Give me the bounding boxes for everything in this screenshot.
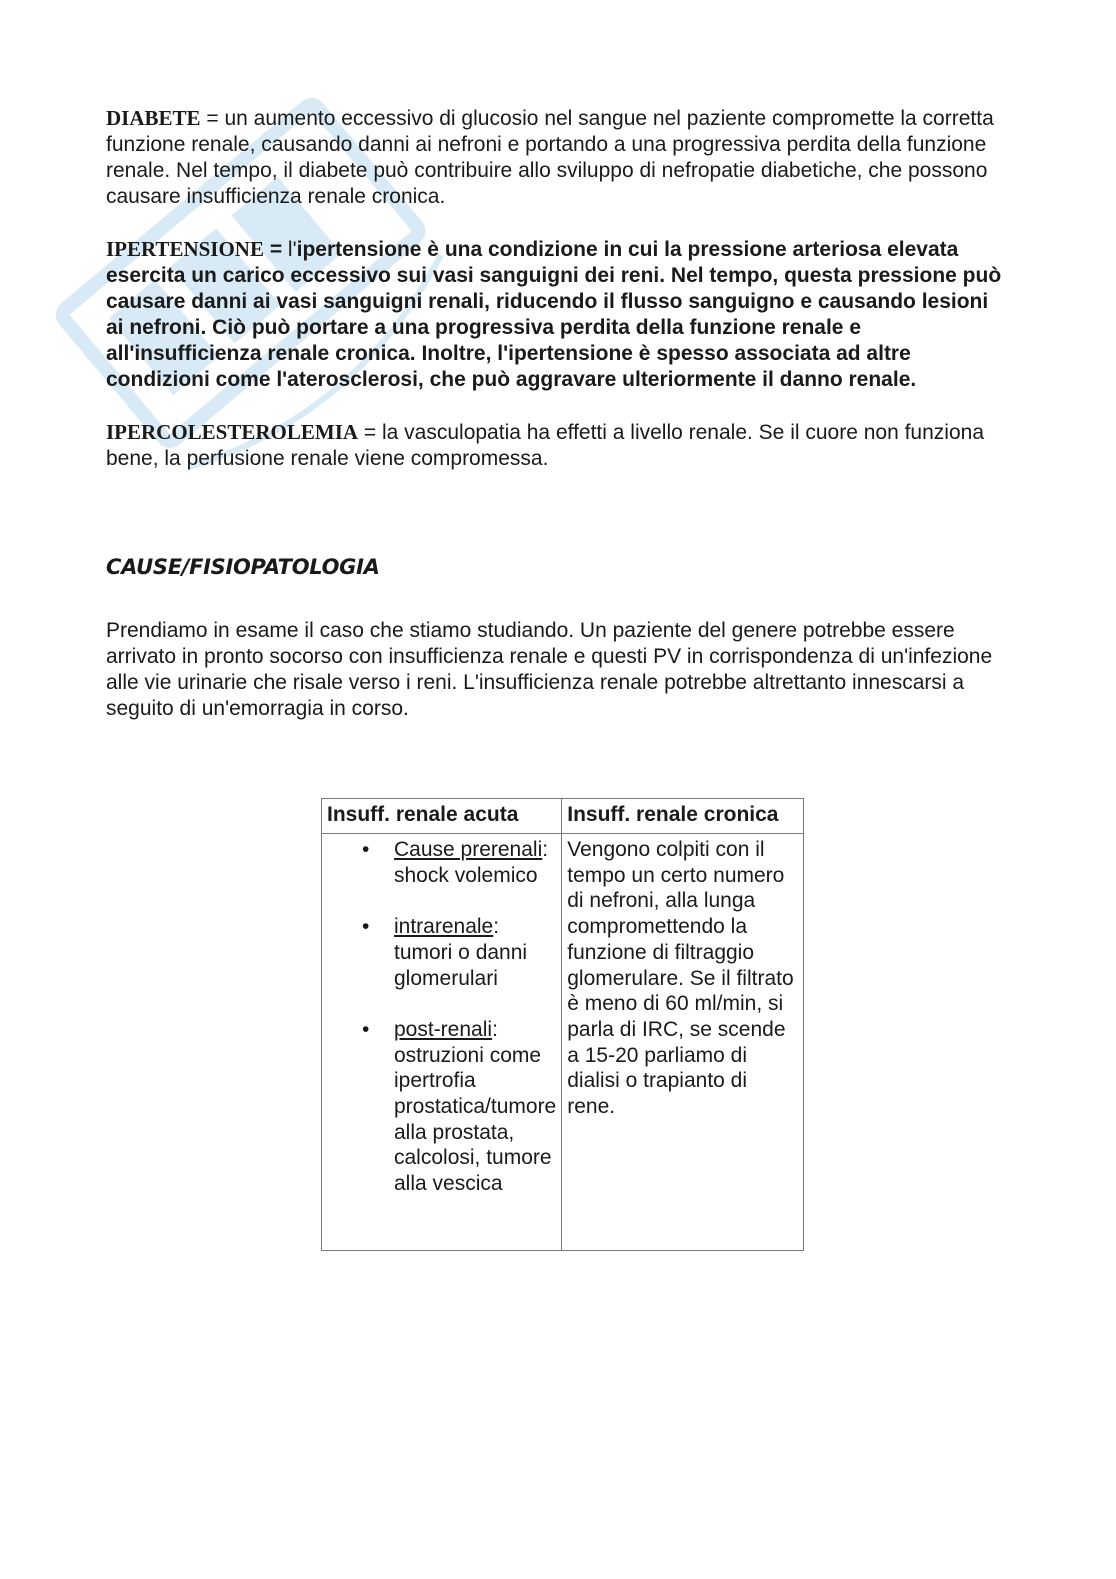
table-header-row [322, 799, 804, 834]
paragraph-diabete [106, 105, 1006, 210]
bullet-icon: • [362, 915, 370, 939]
cause-label: intrarenale [394, 915, 494, 939]
section-title: CAUSE/FISIOPATOLOGIA [106, 555, 380, 579]
cause-label: Cause prerenali [394, 838, 543, 861]
header-acuta: Insuff. renale acuta [322, 799, 562, 834]
term-separator: = [358, 421, 382, 444]
paragraph-ipercolesterolemia [106, 419, 1006, 472]
table-row [322, 834, 804, 1251]
paragraph-ipertensione [106, 236, 1006, 393]
bullet-icon: • [362, 838, 370, 861]
cause-text: shock volemico [394, 863, 538, 887]
bullet-icon: • [362, 1017, 370, 1041]
ipercolesterolemia-text: la vasculopatia ha effetti a livello renale. Se il cuore non funziona bene, la perfusione renale viene compromessa. [106, 421, 984, 470]
causes-list [327, 837, 556, 1197]
cell-acuta [322, 834, 562, 1251]
cause-colon: : [542, 838, 549, 861]
cause-text: tumori o danni glomerulari [394, 940, 528, 990]
cause-label: post-renali [394, 1017, 493, 1041]
term-separator: = [263, 238, 288, 261]
list-item [327, 1017, 556, 1197]
cause-text: ostruzioni come ipertrofia prostatica/tumore alla prostata, calcolosi, tumore alla vescica [394, 1043, 557, 1196]
term-separator: = [200, 107, 225, 130]
term-ipertensione: IPERTENSIONE [106, 237, 264, 261]
list-item [327, 914, 556, 991]
paragraph-cause: Prendiamo in esame il caso che stiamo studiando. Un paziente del genere potrebbe essere arrivato in pronto socorso con insufficienza renale e questi PV in corrispondenza di un'infezione alle vie urinarie che risale verso i reni. L'insufficienza renale potrebbe altrettanto innescarsi a seguito di un'emorragia in corso. [106, 619, 993, 720]
comparison-table [321, 798, 804, 1251]
cause-colon: : [492, 1017, 498, 1041]
term-ipercolesterolemia: IPERCOLESTEROLEMIA [106, 420, 359, 444]
list-item [327, 837, 556, 888]
term-diabete: DIABETE [106, 106, 201, 130]
document-page [106, 105, 1006, 1196]
ipertensione-text: ipertensione è una condizione in cui la pressione arteriosa elevata esercita un carico eccessivo sui vasi sanguigni dei reni. Nel tempo, questa pressione può causare danni ai vasi sanguigni renali, riducendo il flusso sanguigno e causando lesioni ai nefroni. Ciò può portare a una progressiva perdita della funzione renale e all'insufficienza renale cronica. Inoltre, l'ipertensione è spesso associata ad altre condizioni come l'aterosclerosi, che può aggravare ulteriormente il danno renale. [106, 238, 1002, 391]
ipertensione-lead: l' [287, 238, 297, 261]
header-cronica: Insuff. renale cronica [562, 799, 804, 834]
diabete-text: un aumento eccessivo di glucosio nel sangue nel paziente compromette la corretta funzione renale, causando danni ai nefroni e portando a una progressiva perdita della funzione renale. Nel tempo, il diabete può contribuire allo sviluppo di nefropatie diabetiche, che possono causare insufficienza renale cronica. [106, 107, 994, 208]
cell-cronica: Vengono colpiti con il tempo un certo numero di nefroni, alla lunga compromettendo la funzione di filtraggio glomerulare. Se il filtrato è meno di 60 ml/min, si parla di IRC, se scende a 15-20 parliamo di dialisi o trapianto di rene. [562, 834, 804, 1251]
cause-colon: : [493, 915, 500, 939]
